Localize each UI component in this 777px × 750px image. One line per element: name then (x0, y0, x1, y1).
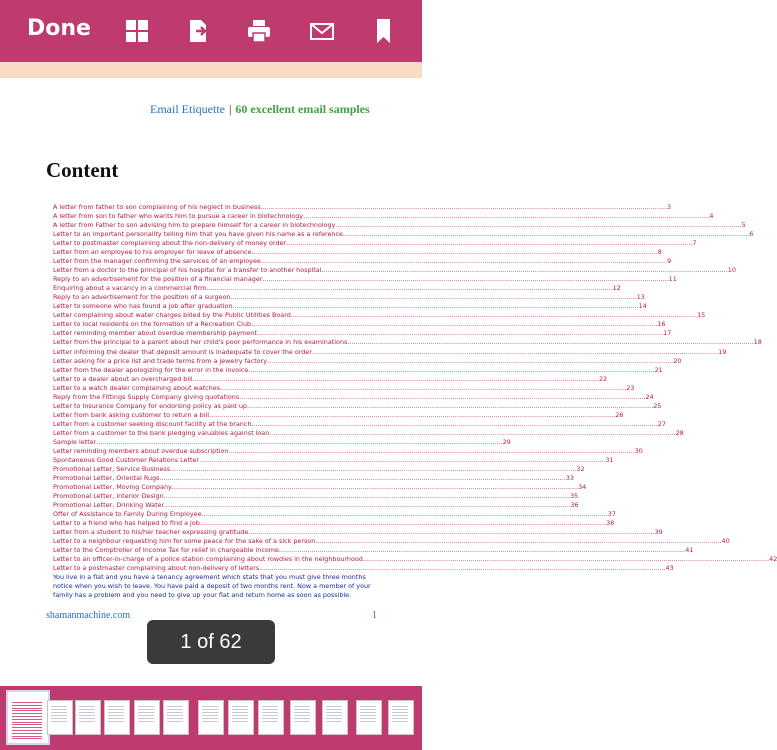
thumbnail-text-line (12, 713, 42, 714)
toc-entry-page: 25 (653, 401, 662, 410)
thumbnail-text-line (79, 709, 95, 710)
toc-entry[interactable] (53, 338, 762, 347)
thumbnail-text-line (202, 721, 218, 722)
toc-leader-dots (279, 546, 685, 555)
toc-entry[interactable] (53, 302, 647, 311)
thumbnail-text-line (79, 718, 95, 719)
page-thumbnail[interactable] (388, 700, 414, 735)
toc-leader-dots (200, 519, 606, 528)
toolbar-shadow-strip (0, 62, 422, 78)
toc-entry-title: Letter to a watch dealer complaining about watches (53, 383, 220, 392)
toc-entry-title: Promotional Letter, Moving Company (53, 482, 172, 491)
toc-entry[interactable] (53, 482, 587, 492)
toc-leader-dots (96, 438, 502, 447)
toc-entry-page: 4 (709, 212, 714, 221)
toc-entry[interactable] (53, 410, 624, 420)
page-thumbnail[interactable] (75, 700, 101, 735)
thumbnail-text-line (51, 709, 67, 710)
thumbnail-text-line (12, 736, 42, 737)
toc-entry-title: A letter from son to father who wants him to pursue a career in biotechnology (53, 212, 304, 221)
toc-entry-title: Sample letter (53, 437, 97, 446)
thumbnail-text-line (12, 702, 42, 703)
toc-entry[interactable] (53, 230, 754, 239)
toc-leader-dots (193, 375, 599, 384)
thumbnail-text-line (167, 706, 183, 707)
thumbnail-text-line (232, 712, 248, 713)
thumbnail-text-line (360, 706, 376, 707)
toc-leader-dots (239, 393, 645, 402)
thumbnail-text-line (138, 706, 154, 707)
document-header (150, 102, 370, 117)
page-thumbnail[interactable] (47, 700, 73, 735)
toc-entry[interactable] (53, 446, 643, 456)
toc-entry-title: Letter reminding member about overdue membership payment (53, 329, 257, 338)
print-icon[interactable] (246, 19, 272, 43)
toc-entry-page: 13 (636, 293, 645, 302)
share-doc-icon[interactable] (186, 19, 212, 43)
grid-icon[interactable] (124, 19, 150, 43)
toc-entry-page: 39 (654, 528, 663, 537)
toc-entry[interactable] (53, 510, 616, 519)
page-thumbnail[interactable] (134, 700, 160, 735)
toc-entry[interactable] (53, 464, 585, 474)
toc-entry[interactable] (53, 257, 672, 266)
toc-leader-dots (202, 510, 608, 519)
toc-entry-page: 8 (657, 248, 662, 257)
toc-entry-page: 29 (502, 437, 511, 446)
toc-leader-dots (199, 456, 605, 465)
thumbnail-text-line (360, 715, 376, 716)
toc-entry-page: 26 (615, 410, 624, 419)
thumbnail-text-line (360, 709, 376, 710)
page-thumbnail[interactable] (163, 700, 189, 735)
page-thumbnail[interactable] (104, 700, 130, 735)
thumbnail-text-line (326, 715, 342, 716)
toc-entry-page: 20 (673, 356, 682, 365)
toc-leader-dots (267, 357, 673, 366)
thumbnail-text-line (12, 733, 42, 734)
thumbnail-text-line (12, 710, 42, 711)
toc-leader-dots (248, 528, 654, 537)
thumbnail-text-line (51, 721, 67, 722)
thumbnail-text-line (392, 709, 408, 710)
thumbnail-text-line (392, 706, 408, 707)
thumbnail-text-line (360, 712, 376, 713)
toc-entry-title: Reply to an advertisement for the position of a surgeon (53, 293, 231, 302)
toc-entry-page: 17 (663, 329, 672, 338)
toc-entry[interactable] (53, 275, 677, 284)
thumbnail-text-line (108, 712, 124, 713)
toc-leader-dots (232, 302, 638, 311)
toc-entry-title: Letter informing the dealer that deposit amount is inadequate to cover the order (53, 347, 312, 356)
thumbnail-text-line (167, 709, 183, 710)
toc-leader-dots (257, 329, 663, 338)
toc-leader-dots (170, 465, 576, 474)
toc-entry[interactable] (53, 248, 662, 257)
thumbnail-text-line (202, 712, 218, 713)
toc-entry[interactable] (53, 266, 736, 275)
toc-entry[interactable] (53, 347, 727, 357)
toc-leader-dots (335, 221, 741, 230)
toc-leader-dots (321, 266, 727, 275)
page-title: Content (46, 158, 119, 182)
thumbnail-text-line (326, 706, 342, 707)
toc-entry[interactable] (53, 329, 672, 338)
toc-entry-title: Letter from an employee to his employer for leave of absence (53, 248, 252, 257)
toc-entry[interactable] (53, 320, 666, 329)
thumbnail-text-line (138, 715, 154, 716)
toc-entry-title: Letter to a dealer about an overcharged bill (53, 374, 193, 383)
thumbnail-text-line (51, 715, 67, 716)
toc-entry-page: 38 (606, 519, 615, 528)
thumbnail-text-line (392, 721, 408, 722)
page-thumbnail[interactable] (322, 700, 348, 735)
header-subtitle: 60 excellent email samples (235, 102, 370, 116)
toc-entry[interactable] (53, 519, 615, 528)
toc-entry-title: Letter from a doctor to the principal of his hospital for a transfer to another hospital (53, 266, 322, 275)
thumbnail-text-line (232, 721, 248, 722)
thumbnail-text-line (12, 716, 42, 717)
toc-entry-page: 24 (645, 392, 654, 401)
toc-entry-title: Reply from the Fittings Supply Company giving quotations (53, 392, 240, 401)
toc-leader-dots (261, 203, 667, 212)
toc-leader-dots (286, 239, 692, 248)
toc-leader-dots (315, 537, 721, 546)
toc-leader-dots (206, 284, 612, 293)
page-thumbnail-selected[interactable] (6, 690, 50, 745)
toc-entry-title: Letter from the dealer apologizing for the error in the invoice (53, 365, 249, 374)
thumbnail-text-line (202, 706, 218, 707)
thumbnail-text-line (79, 715, 95, 716)
toc-entry-page: 21 (654, 365, 663, 374)
toc-entry-page: 36 (570, 501, 579, 510)
toc-entry[interactable] (53, 383, 635, 393)
toc-entry[interactable] (53, 437, 511, 447)
footer-link[interactable]: shamanmachine.com (46, 610, 131, 621)
thumbnail-text-line (12, 719, 42, 720)
toc-entry[interactable] (53, 473, 574, 483)
toc-entry[interactable] (53, 455, 614, 465)
toc-leader-dots (220, 384, 626, 393)
thumbnail-text-line (108, 718, 124, 719)
toc-entry[interactable] (53, 564, 674, 573)
toc-entry-title: Letter from the principal to a parent about her child's poor performance in his examinations (53, 338, 348, 347)
toc-entry-page: 15 (697, 311, 706, 320)
mail-icon[interactable] (309, 19, 335, 43)
thumbnail-text-line (51, 712, 67, 713)
toc-leader-dots (363, 555, 769, 564)
toc-leader-dots (251, 248, 657, 257)
toc-leader-dots (228, 447, 634, 456)
toc-entry-title: Letter from the manager confirming the services of an employee (53, 257, 261, 266)
toc-entry-page: 43 (665, 564, 674, 573)
toc-entry-page: 11 (668, 275, 677, 284)
toc-entry-title: Enquiring about a vacancy in a commercial firm (53, 284, 207, 293)
thumbnail-text-line (326, 709, 342, 710)
toc-entry-title: Promotional Letter, Oriental Rugs (53, 473, 160, 482)
toc-entry-page: 31 (605, 455, 614, 464)
toc-entry[interactable] (53, 311, 706, 320)
thumbnail-text-line (262, 712, 278, 713)
toc-entry[interactable] (53, 419, 666, 429)
thumbnail-text-line (138, 721, 154, 722)
thumbnail-text-line (138, 718, 154, 719)
toc-entry-page: 19 (718, 347, 727, 356)
thumbnail-text-line (138, 712, 154, 713)
toc-entry-title: Letter from bank asking customer to return a bill (53, 410, 209, 419)
thumbnail-text-line (108, 721, 124, 722)
toc-entry-page: 5 (741, 221, 746, 230)
thumbnail-text-line (294, 709, 310, 710)
toc-entry-page: 10 (727, 266, 736, 275)
thumbnail-text-line (294, 715, 310, 716)
toc-entry-page: 34 (578, 482, 587, 491)
toc-leader-dots (247, 402, 653, 411)
toc-leader-dots (164, 501, 570, 510)
thumbnail-text-line (167, 712, 183, 713)
thumbnail-text-line (79, 721, 95, 722)
toc-entry[interactable] (53, 203, 672, 212)
thumbnail-text-line (294, 721, 310, 722)
toc-entry[interactable] (53, 537, 730, 546)
toc-entry[interactable] (53, 221, 746, 230)
toc-entry-page: 6 (749, 230, 754, 239)
toc-entry-title: Reply to an advertisement for the position of a financial manager (53, 275, 263, 284)
page-thumbnail[interactable] (356, 700, 382, 735)
toc-entry-page: 18 (753, 338, 762, 347)
toc-entry[interactable] (53, 356, 682, 366)
thumbnail-text-line (262, 721, 278, 722)
thumbnail-text-line (294, 718, 310, 719)
toc-entry-title: Letter complaining about water charges billed by the Public Utilities Board (53, 311, 291, 320)
footer-page-number: 1 (372, 610, 377, 621)
toc-entry[interactable] (53, 546, 694, 555)
thumbnail-text-line (392, 718, 408, 719)
toc-entry-page: 23 (626, 383, 635, 392)
toc-entry-title: Letter to local residents on the formation of a Recreation Club (53, 320, 252, 329)
toc-entry-page: 3 (667, 203, 672, 211)
toc-entry-page: 40 (721, 537, 730, 546)
toc-leader-dots (251, 320, 657, 329)
thumbnail-text-line (12, 738, 42, 739)
toc-entry-page: 9 (667, 257, 672, 266)
thumbnail-text-line (360, 721, 376, 722)
thumbnail-text-line (202, 709, 218, 710)
thumbnail-text-line (51, 706, 67, 707)
toc-leader-dots (291, 311, 697, 320)
toc-entry[interactable] (53, 528, 663, 537)
thumbnail-text-line (294, 712, 310, 713)
header-separator: | (228, 102, 232, 116)
toc-entry-title: Letter to postmaster complaining about the non-delivery of money order (53, 239, 287, 248)
toc-entry[interactable] (53, 501, 579, 510)
toc-entry-title: Letter to Insurance Company for endorsing policy as paid up (53, 401, 247, 410)
thumbnail-text-line (108, 709, 124, 710)
thumbnail-text-line (232, 709, 248, 710)
toc-entry-title: Offer of Assistance to Family During Employee (53, 510, 202, 519)
toc-entry-page: 33 (565, 473, 574, 482)
toc-entry-title: Letter from a customer to the bank pledging valuables against loan (53, 428, 270, 437)
thumbnail-text-line (167, 718, 183, 719)
document-page[interactable] (0, 78, 777, 686)
toc-entry[interactable] (53, 374, 608, 384)
toc-entry-title: Letter to the Comptroller of Income Tax for relief in chargeable income (53, 546, 279, 555)
toc-leader-dots (248, 366, 654, 375)
toc-entry-page: 14 (638, 302, 647, 311)
toc-entry-page: 7 (692, 239, 697, 248)
bookmark-icon[interactable] (371, 19, 397, 43)
toc-leader-dots (261, 257, 667, 266)
toc-entry-title: Promotional Letter, Interior Design (53, 492, 164, 500)
toc-entry-page: 37 (607, 510, 616, 519)
toc-entry-title: Letter to a postmaster complaining about non-delivery of letters (53, 564, 260, 573)
thumbnail-text-line (202, 715, 218, 716)
toc-leader-dots (164, 492, 570, 501)
thumbnail-strip (0, 686, 422, 750)
page-indicator: 1 of 62 (147, 620, 275, 664)
toc-entry[interactable] (53, 212, 714, 221)
toc-entry[interactable] (53, 239, 697, 248)
thumbnail-text-line (262, 718, 278, 719)
thumbnail-text-line (262, 709, 278, 710)
toc-entry-title: Promotional Letter, Drinking Water (53, 501, 165, 510)
toc-entry-page: 28 (675, 428, 684, 437)
thumbnail-text-line (12, 708, 42, 709)
thumbnail-text-line (51, 718, 67, 719)
toc-entry[interactable] (53, 365, 663, 375)
thumbnail-text-line (108, 715, 124, 716)
toc-entry-page: 35 (569, 492, 579, 500)
thumbnail-text-line (262, 715, 278, 716)
toc-leader-dots (172, 483, 578, 492)
thumbnail-text-line (12, 727, 42, 728)
toc-entry-title: Letter asking for a price list and trade terms from a jewelry factory (53, 356, 268, 365)
thumbnail-text-line (202, 718, 218, 719)
toc-leader-dots (269, 429, 675, 438)
toc-leader-dots (252, 420, 658, 429)
toc-entry[interactable] (53, 555, 777, 564)
thumbnail-text-line (12, 724, 42, 725)
toc-entry[interactable] (53, 284, 621, 293)
toc-entry-title: Letter to someone who has found a job after graduation (53, 302, 233, 311)
toc-entry-title: A letter from father to son complaining of his neglect in business (53, 203, 261, 211)
thumbnail-text-line (138, 709, 154, 710)
toc-leader-dots (347, 338, 753, 347)
thumbnail-text-line (79, 706, 95, 707)
toc-entry-page: 12 (612, 284, 621, 293)
page-thumbnail[interactable] (228, 700, 254, 735)
thumbnail-text-line (167, 715, 183, 716)
toc-entry-title: Letter from a student to his/her teacher expressing gratitude (53, 528, 249, 537)
toc-entry-title: Letter reminding members about overdue subscription (53, 446, 229, 455)
toc-entry-title: Letter to a friend who has helped to find a job (53, 519, 200, 528)
toc-leader-dots (259, 564, 665, 573)
thumbnail-text-line (167, 721, 183, 722)
toc-entry-page: 42 (769, 555, 777, 564)
toc-entry[interactable] (53, 293, 645, 302)
thumbnail-text-line (262, 706, 278, 707)
toc-entry[interactable] (53, 492, 579, 501)
thumbnail-text-line (326, 712, 342, 713)
thumbnail-text-line (12, 722, 42, 723)
done-button[interactable]: Done (27, 16, 91, 41)
thumbnail-text-line (326, 718, 342, 719)
thumbnail-text-line (232, 706, 248, 707)
toc-entry-title: Letter to a neighbour requesting him for some peace for the sake of a sick person (53, 537, 316, 546)
toc-entry-title: Letter to an important personality telling him that you have given his name as a reference (53, 230, 343, 239)
page-thumbnail[interactable] (258, 700, 284, 735)
toc-entry-title: Letter from a customer seeking discount facility at the branch (53, 419, 252, 428)
thumbnail-text-line (12, 730, 42, 731)
thumbnail-text-line (232, 715, 248, 716)
toc-entry-page: 27 (657, 419, 666, 428)
toc-leader-dots (209, 411, 615, 420)
toc-entry-page: 16 (657, 320, 666, 329)
toc-entry-page: 30 (634, 446, 643, 455)
header-title: Email Etiquette (150, 102, 225, 116)
thumbnail-text-line (360, 718, 376, 719)
toc-entry-page: 41 (685, 546, 694, 555)
toc-entry-title: Letter to an officer-in-charge of a police station complaining about rowdies in the neighbourhood (53, 555, 363, 564)
toc-leader-dots (312, 348, 718, 357)
toc-entry-title: A letter from Father to son advising him to prepare himself for a career in biotechnology (53, 221, 336, 230)
thumbnail-text-line (392, 715, 408, 716)
toc-leader-dots (303, 212, 709, 221)
table-of-contents (53, 203, 777, 600)
toc-entry[interactable] (53, 428, 684, 438)
toc-leader-dots (262, 275, 668, 284)
toc-entry-title: Spontaneous Good Customer Relations Letter (53, 455, 200, 464)
toc-entry-page: 22 (598, 374, 608, 383)
body-paragraph: You live in a flat and you have a tenancy agreement which stats that you must give three months notice when you wish to leave. You have paid a deposit of two months rent. Now a member of your family has a problem and you need to give up your flat and return home as soon as possible. (53, 573, 371, 600)
page-thumbnail[interactable] (198, 700, 224, 735)
toc-entry-title: Promotional Letter, Service Business (53, 464, 171, 473)
thumbnail-text-line (392, 712, 408, 713)
thumbnail-text-line (294, 706, 310, 707)
thumbnail-text-line (108, 706, 124, 707)
thumbnail-text-line (79, 712, 95, 713)
thumbnail-text-line (232, 718, 248, 719)
thumbnail-text-line (12, 705, 42, 706)
top-toolbar (0, 0, 422, 62)
page-thumbnail[interactable] (290, 700, 316, 735)
toc-entry-page: 32 (576, 464, 585, 473)
toc-leader-dots (159, 474, 565, 483)
toc-leader-dots (230, 293, 636, 302)
toc-entry[interactable] (53, 401, 662, 411)
toc-leader-dots (343, 230, 749, 239)
thumbnail-text-line (326, 721, 342, 722)
toc-entry[interactable] (53, 392, 654, 402)
